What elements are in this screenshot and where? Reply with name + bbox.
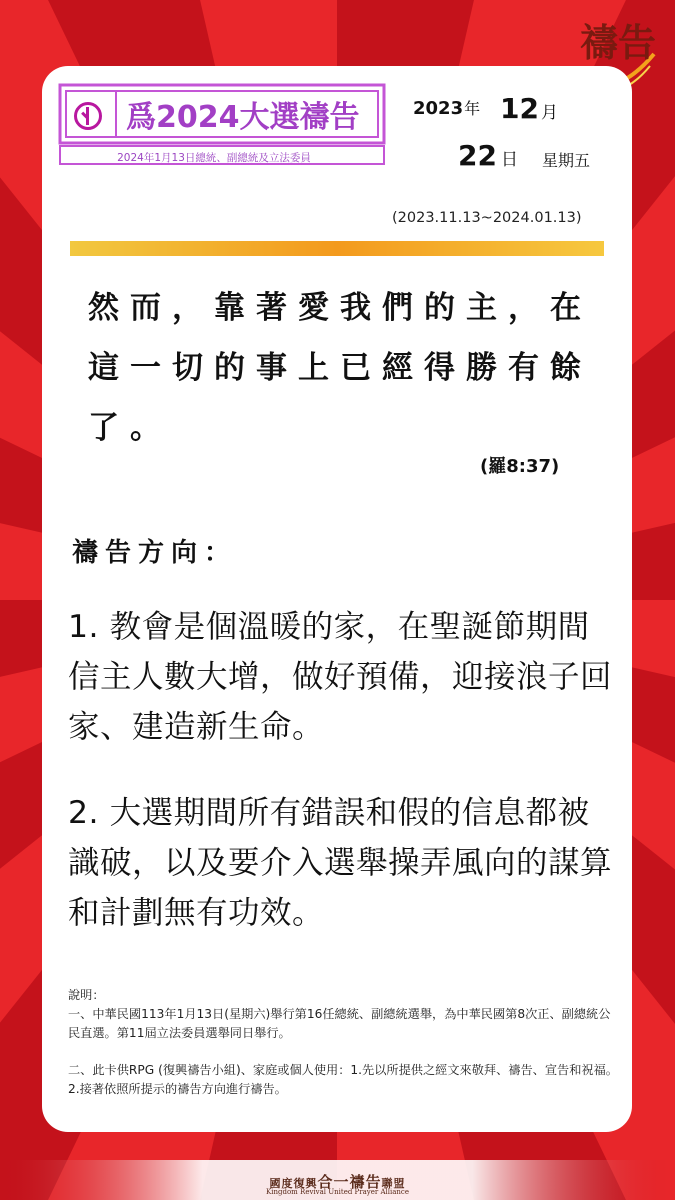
date-day: 22 日 <box>458 139 518 172</box>
banner-title: 爲2024大選禱告 <box>126 100 360 135</box>
scripture-verse: 然而，靠著愛我們的主，在這一切的事上已經得勝有餘了。 <box>88 290 592 446</box>
prayer-direction-title: 禱告方向： <box>72 538 238 568</box>
date-month: 12 月 <box>500 92 558 125</box>
notes-heading: 說明： <box>68 988 105 1002</box>
scripture-reference: (羅8:37) <box>480 456 560 477</box>
date-year: 2023年 <box>413 98 481 119</box>
election-banner <box>58 82 392 168</box>
ballot-vote-icon <box>74 102 102 130</box>
explanation-notes <box>68 986 618 1099</box>
prayer-item-2: 2. 大選期間所有錯誤和假的信息都被識破，以及要介入選舉操弄風向的謀算和計劃無有功效。 <box>68 795 613 931</box>
banner-subtitle: 2024年1月13日總統、副總統及立法委員 <box>117 152 311 164</box>
logo-text: 禱告 <box>580 20 657 65</box>
footer-organization-english: Kingdom Revival United Prayer Alliance <box>266 1188 409 1196</box>
gradient-divider <box>70 241 604 256</box>
notes-paragraph-1: 一、中華民國113年1月13日(星期六)舉行第16任總統、副總統選舉，為中華民國第8次正、副總統公民直選。第11屆立法委員選舉同日舉行。 <box>68 1007 611 1040</box>
footer-organization-name: 國度復興合一禱告聯盟 <box>269 1173 406 1191</box>
prayer-date-range: (2023.11.13~2024.01.13) <box>392 210 582 226</box>
prayer-item-1: 1. 教會是個溫暖的家，在聖誕節期間信主人數大增，做好預備，迎接浪子回家、建造新生命。 <box>68 609 613 745</box>
date-weekday: 星期五 <box>542 151 591 170</box>
notes-paragraph-2: 二、此卡供RPG (復興禱告小組)、家庭或個人使用：1.先以所提供之經文來敬拜、禱告、宣告和祝福。2.接著依照所提示的禱告方向進行禱告。 <box>68 1063 618 1096</box>
